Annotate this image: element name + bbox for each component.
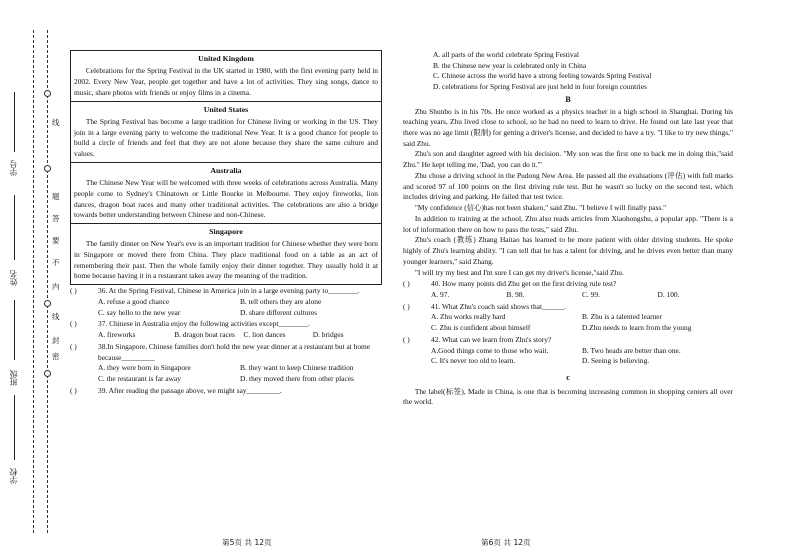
- seal-dot: [44, 90, 51, 97]
- passage-paragraph: "I will try my best and I'm sure I can get my driver's license,"said Zhu.: [414, 267, 624, 277]
- option-d: D. celebrations for Spring Festival are just held in four foreign countries: [433, 82, 647, 92]
- binding-margin: [0, 0, 62, 553]
- right-column: [403, 50, 733, 408]
- question-37: [70, 319, 382, 340]
- seal-dot: [44, 165, 51, 172]
- option-b: B. they want to keep Chinese tradition: [240, 363, 354, 373]
- section-united-kingdom: [70, 50, 382, 102]
- option-d: D. they moved there from other places: [240, 374, 354, 384]
- seal-char: 不: [52, 258, 60, 267]
- option-d: D. 100.: [657, 290, 680, 300]
- option-c: C. lion dances: [243, 330, 286, 340]
- seal-char: 密: [52, 352, 60, 361]
- seal-char: 答: [52, 214, 60, 223]
- option-b: B. Two heads are better than one.: [582, 345, 681, 355]
- option-a: A. they were born in Singapore: [98, 363, 191, 373]
- question-stem: 37. Chinese in Australia enjoy the following activities except________.: [98, 319, 310, 329]
- question-41: [403, 302, 733, 334]
- option-b: B. dragon boat races: [174, 330, 235, 340]
- option-b: B. the Chinese new year is celebrated only in China: [433, 60, 587, 70]
- section-text: Celebrations for the Spring Festival in the UK started in 1980, with the first evening party held in 2002. Every New Year, people get together and have a lot of activities. They sing songs, dance to music, share photos with friends or enjoy films in a cinema.: [74, 66, 378, 97]
- section-text: The Spring Festival has become a large tradition for Chinese living or working in the US. They join in a large evening party to welcome the traditional New Year. It is a good chance for people to build a circle of friends and feel that they are not alone because they share the same culture and values.: [74, 116, 378, 158]
- left-column: [70, 50, 382, 397]
- answer-paren[interactable]: ( ): [70, 319, 77, 329]
- question-39: [70, 386, 382, 397]
- binding-dash-line: [47, 30, 48, 533]
- section-australia: [70, 163, 382, 224]
- question-stem: 42. What can we learn from Zhu's story?: [431, 334, 552, 344]
- seal-char: 线: [52, 312, 60, 321]
- question-38: [70, 342, 382, 385]
- option-c: C. It's never too old to learn.: [431, 356, 516, 366]
- question-stem: 39. After reading the passage above, we might say_________.: [98, 385, 282, 395]
- name-line: [14, 195, 15, 260]
- option-a: A. 97.: [431, 290, 450, 300]
- option-a: A. all parts of the world celebrate Spring Festival: [433, 50, 579, 59]
- section-title: Singapore: [209, 226, 243, 236]
- answer-paren[interactable]: ( ): [70, 385, 77, 395]
- student-id-label: 学号: [9, 160, 18, 176]
- question-stem: 41. What Zhu's coach said shows that______.: [431, 301, 567, 311]
- section-text: The family dinner on New Year's eve is an important tradition for Chinese whether they were born in Singapore or moved there from China. They place traditional food on a table as an act of remembering their past. Then the whole family enjoy their dinner together. They usually hold it at home because having it in a restaurant takes away the meaning of the tradition.: [74, 239, 378, 281]
- school-line: [14, 395, 15, 460]
- question-stem: 36. At the Spring Festival, Chinese in America join in a large evening party to________.: [98, 286, 360, 296]
- option-c: C. Zhu is confident about himself: [431, 323, 531, 333]
- option-c: C. the restaurant is far away: [98, 374, 181, 384]
- option-b: B. tell others they are alone: [240, 296, 322, 306]
- passage-b: [403, 107, 733, 279]
- page-number-left: 第5页 共 12页: [222, 538, 272, 547]
- option-c: C. 99.: [582, 290, 600, 300]
- seal-char: 线: [52, 118, 60, 127]
- question-40: [403, 279, 733, 300]
- section-text: The Chinese New Year will be welcomed with three weeks of celebrations across Australia. Many people come to Sydney's Chinatown or Little Bourke in Melbourne. They enjoy fireworks, lion dances, dragon boat races and many other traditional activities. The celebrations are also a bridge towards better understanding between Chinese and non-Chinese.: [74, 178, 378, 220]
- question-39-options: [403, 50, 733, 93]
- seal-char: 内: [52, 282, 60, 291]
- seal-char: 要: [52, 236, 60, 245]
- passage-paragraph: Zhu's son and daughter agreed with his decision. "My son was the first one to back me in doing this,"said Zhu." He kept telling me, 'Dad, you can do it.'": [403, 149, 733, 170]
- passage-paragraph: Zhu's coach (教练) Zhang Haitao has learned to be more patient with older driving students. He spoke highly of Zhu's learning ability. "I can tell that he has a talent for driving, and he drives even better than many younger learners," said Zhang.: [403, 235, 733, 266]
- option-a: A. Zhu works really hard: [431, 312, 506, 322]
- section-b-heading: B: [565, 94, 571, 104]
- class-line: [14, 300, 15, 360]
- option-d: D.Zhu needs to learn from the young: [582, 323, 692, 333]
- option-b: B. Zhu is a talented learner: [582, 312, 663, 322]
- option-a: A. refuse a good chance: [98, 296, 170, 306]
- seal-char: 封: [52, 336, 60, 345]
- passage-c-text: The label(标签), Made in China, is one that is becoming increasing common in shopping centers all over the world.: [403, 386, 733, 407]
- option-b: B. 98.: [506, 290, 525, 300]
- option-c: C. say hello to the new year: [98, 307, 181, 317]
- answer-paren[interactable]: ( ): [70, 341, 77, 351]
- option-c: C. Chinese across the world have a strong feeling towards Spring Festival: [433, 71, 652, 81]
- answer-paren[interactable]: ( ): [403, 334, 410, 344]
- seal-dot: [44, 370, 51, 377]
- student-id-line: [14, 92, 15, 152]
- question-42: [403, 335, 733, 367]
- answer-paren[interactable]: ( ): [403, 279, 410, 289]
- question-36: [70, 286, 382, 318]
- passage-paragraph: Zhu Shunbo is in his 70s. He once worked as a physics teacher in a high school in Shanghai. During his teaching years, Zhu lived close to school, so he had no need to learn to drive. He found out late last year that there was no age limit (限制) for getting a driver's license, and decided to have a try. "I like to try new things," said Zhu.: [403, 106, 733, 148]
- passage-paragraph: In addition to training at the school, Zhu also reads articles from Xiaohongshu, a popular app. "There is a lot of information there on how to pass the tests," said Zhu.: [403, 213, 733, 234]
- section-c-heading: c: [566, 373, 570, 383]
- seal-dot: [44, 300, 51, 307]
- option-a: A.Good things come to those who wait.: [431, 345, 549, 355]
- name-label: 姓名: [9, 270, 18, 286]
- section-title: Australia: [210, 165, 242, 175]
- passage-table: [70, 50, 382, 285]
- school-label: 学校: [9, 468, 18, 484]
- option-d: D. bridges: [312, 330, 344, 340]
- seal-char: 题: [52, 192, 60, 201]
- option-d: D. share different cultures: [240, 307, 318, 317]
- passage-paragraph: Zhu chose a driving school in the Pudong New Area. He passed all the evaluations (评估) with full marks and scored 97 of 100 points on the first driving rule test. But he wasn't so lucky on the second test, which includes driving and parking. He failed that test twice.: [403, 170, 733, 202]
- question-stem: 40. How many points did Zhu get on the first driving rule test?: [431, 279, 617, 289]
- section-title: United States: [203, 104, 249, 114]
- binding-dash-line: [33, 30, 34, 533]
- section-singapore: [70, 224, 382, 285]
- question-stem: 38.In Singapore, Chinese families don't hold the new year dinner at a restaurant but at home because_________: [98, 341, 371, 362]
- answer-paren[interactable]: ( ): [403, 301, 410, 311]
- page-number-right: 第6页 共 12页: [481, 538, 531, 547]
- section-title: United Kingdom: [198, 54, 254, 63]
- option-a: A. fireworks: [98, 330, 136, 340]
- answer-paren[interactable]: ( ): [70, 286, 77, 296]
- class-label: 班级: [9, 370, 18, 386]
- passage-paragraph: "My confidence (信心)has not been shaken," said Zhu. "I believe I will finally pass.": [414, 203, 667, 213]
- section-united-states: [70, 102, 382, 163]
- option-d: D. Seeing is believing.: [582, 356, 650, 366]
